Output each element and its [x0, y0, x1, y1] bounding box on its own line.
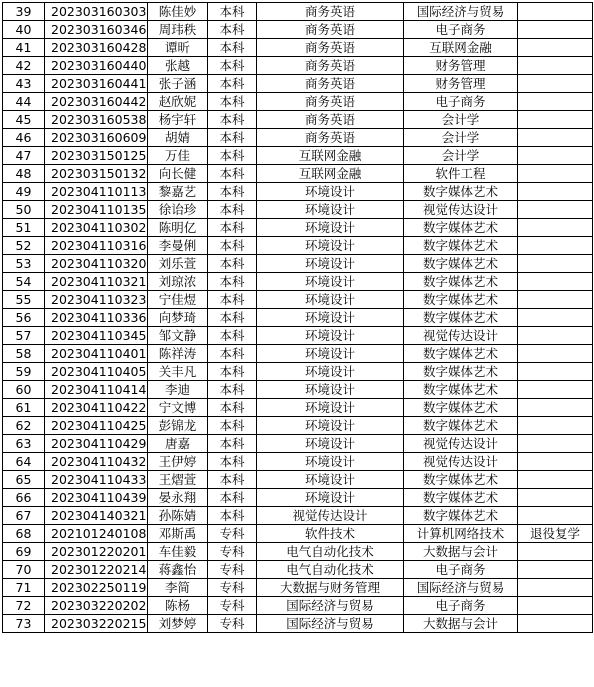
cell-index: 47	[3, 147, 45, 165]
cell-index: 39	[3, 3, 45, 21]
cell-note	[518, 129, 593, 147]
cell-student-id: 202304110321	[45, 273, 148, 291]
cell-original-major: 商务英语	[257, 21, 404, 39]
cell-student-id: 202302250119	[45, 579, 148, 597]
cell-original-major: 软件技术	[257, 525, 404, 543]
cell-note	[518, 453, 593, 471]
cell-original-major: 环境设计	[257, 345, 404, 363]
cell-name: 陈明亿	[148, 219, 208, 237]
cell-target-major: 视觉传达设计	[404, 327, 518, 345]
cell-level: 本科	[208, 507, 257, 525]
cell-original-major: 环境设计	[257, 255, 404, 273]
cell-target-major: 互联网金融	[404, 39, 518, 57]
cell-level: 本科	[208, 363, 257, 381]
cell-note	[518, 471, 593, 489]
cell-level: 专科	[208, 525, 257, 543]
cell-name: 徐诒珍	[148, 201, 208, 219]
cell-index: 70	[3, 561, 45, 579]
cell-student-id: 202303160442	[45, 93, 148, 111]
table-row	[3, 3, 593, 21]
cell-note	[518, 111, 593, 129]
cell-note	[518, 417, 593, 435]
cell-student-id: 202303160609	[45, 129, 148, 147]
cell-student-id: 202304140321	[45, 507, 148, 525]
cell-level: 本科	[208, 435, 257, 453]
cell-target-major: 数字媒体艺术	[404, 471, 518, 489]
cell-level: 本科	[208, 471, 257, 489]
cell-name: 李简	[148, 579, 208, 597]
cell-name: 邹文静	[148, 327, 208, 345]
cell-index: 43	[3, 75, 45, 93]
table-row	[3, 597, 593, 615]
cell-student-id: 202304110401	[45, 345, 148, 363]
cell-student-id: 202304110316	[45, 237, 148, 255]
cell-name: 车佳毅	[148, 543, 208, 561]
table-row	[3, 327, 593, 345]
cell-note	[518, 75, 593, 93]
cell-note	[518, 597, 593, 615]
cell-target-major: 大数据与会计	[404, 615, 518, 633]
cell-original-major: 环境设计	[257, 219, 404, 237]
cell-level: 本科	[208, 273, 257, 291]
cell-level: 本科	[208, 453, 257, 471]
cell-original-major: 环境设计	[257, 435, 404, 453]
cell-name: 蒋鑫怡	[148, 561, 208, 579]
cell-target-major: 电子商务	[404, 561, 518, 579]
cell-note	[518, 93, 593, 111]
cell-index: 63	[3, 435, 45, 453]
cell-target-major: 数字媒体艺术	[404, 381, 518, 399]
cell-level: 专科	[208, 543, 257, 561]
table-row	[3, 579, 593, 597]
cell-original-major: 电气自动化技术	[257, 561, 404, 579]
table-row	[3, 507, 593, 525]
cell-note	[518, 543, 593, 561]
cell-original-major: 环境设计	[257, 417, 404, 435]
cell-student-id: 202303150125	[45, 147, 148, 165]
cell-name: 李迪	[148, 381, 208, 399]
cell-target-major: 数字媒体艺术	[404, 489, 518, 507]
cell-level: 专科	[208, 579, 257, 597]
cell-target-major: 数字媒体艺术	[404, 417, 518, 435]
cell-original-major: 环境设计	[257, 453, 404, 471]
cell-name: 刘乐萱	[148, 255, 208, 273]
cell-target-major: 数字媒体艺术	[404, 399, 518, 417]
cell-name: 李曼俐	[148, 237, 208, 255]
cell-index: 52	[3, 237, 45, 255]
cell-target-major: 视觉传达设计	[404, 201, 518, 219]
cell-index: 56	[3, 309, 45, 327]
table-row	[3, 363, 593, 381]
cell-index: 42	[3, 57, 45, 75]
cell-index: 45	[3, 111, 45, 129]
cell-student-id: 202303160538	[45, 111, 148, 129]
cell-name: 杨宇轩	[148, 111, 208, 129]
cell-target-major: 国际经济与贸易	[404, 579, 518, 597]
cell-level: 本科	[208, 219, 257, 237]
cell-level: 本科	[208, 39, 257, 57]
cell-name: 彭锦龙	[148, 417, 208, 435]
table-row	[3, 237, 593, 255]
cell-student-id: 202303160303	[45, 3, 148, 21]
cell-target-major: 数字媒体艺术	[404, 273, 518, 291]
cell-level: 本科	[208, 111, 257, 129]
cell-target-major: 电子商务	[404, 597, 518, 615]
cell-index: 65	[3, 471, 45, 489]
table-row	[3, 489, 593, 507]
cell-index: 73	[3, 615, 45, 633]
cell-original-major: 环境设计	[257, 309, 404, 327]
cell-name: 胡婧	[148, 129, 208, 147]
table-row	[3, 417, 593, 435]
cell-target-major: 数字媒体艺术	[404, 363, 518, 381]
cell-index: 61	[3, 399, 45, 417]
cell-note	[518, 255, 593, 273]
cell-original-major: 商务英语	[257, 39, 404, 57]
cell-level: 本科	[208, 381, 257, 399]
cell-index: 58	[3, 345, 45, 363]
cell-name: 王伊婷	[148, 453, 208, 471]
cell-original-major: 商务英语	[257, 3, 404, 21]
cell-original-major: 国际经济与贸易	[257, 615, 404, 633]
cell-index: 69	[3, 543, 45, 561]
table-row	[3, 147, 593, 165]
cell-note	[518, 273, 593, 291]
cell-note	[518, 615, 593, 633]
cell-index: 49	[3, 183, 45, 201]
cell-name: 孙陈婧	[148, 507, 208, 525]
cell-level: 本科	[208, 345, 257, 363]
cell-name: 陈祥涛	[148, 345, 208, 363]
cell-index: 72	[3, 597, 45, 615]
cell-student-id: 202303220202	[45, 597, 148, 615]
cell-target-major: 数字媒体艺术	[404, 291, 518, 309]
cell-name: 张子涵	[148, 75, 208, 93]
cell-level: 专科	[208, 615, 257, 633]
cell-target-major: 国际经济与贸易	[404, 3, 518, 21]
cell-index: 66	[3, 489, 45, 507]
cell-index: 59	[3, 363, 45, 381]
cell-student-id: 202304110425	[45, 417, 148, 435]
cell-level: 本科	[208, 3, 257, 21]
cell-student-id: 202304110320	[45, 255, 148, 273]
cell-level: 本科	[208, 309, 257, 327]
cell-level: 本科	[208, 489, 257, 507]
cell-note	[518, 291, 593, 309]
cell-level: 本科	[208, 147, 257, 165]
cell-student-id: 202304110336	[45, 309, 148, 327]
table-row	[3, 93, 593, 111]
table-row	[3, 111, 593, 129]
table-row	[3, 435, 593, 453]
cell-index: 48	[3, 165, 45, 183]
table-row	[3, 309, 593, 327]
cell-target-major: 财务管理	[404, 57, 518, 75]
cell-student-id: 202304110429	[45, 435, 148, 453]
cell-original-major: 环境设计	[257, 291, 404, 309]
cell-name: 宁佳煜	[148, 291, 208, 309]
table-row	[3, 165, 593, 183]
cell-level: 本科	[208, 75, 257, 93]
cell-student-id: 202304110439	[45, 489, 148, 507]
cell-index: 55	[3, 291, 45, 309]
cell-target-major: 会计学	[404, 147, 518, 165]
cell-target-major: 数字媒体艺术	[404, 219, 518, 237]
table-row	[3, 543, 593, 561]
table-row	[3, 291, 593, 309]
cell-level: 本科	[208, 93, 257, 111]
cell-level: 本科	[208, 57, 257, 75]
cell-note	[518, 309, 593, 327]
cell-target-major: 数字媒体艺术	[404, 255, 518, 273]
table-row	[3, 129, 593, 147]
cell-student-id: 202303160440	[45, 57, 148, 75]
cell-note	[518, 39, 593, 57]
cell-index: 67	[3, 507, 45, 525]
cell-student-id: 202304110405	[45, 363, 148, 381]
cell-note	[518, 183, 593, 201]
cell-original-major: 商务英语	[257, 57, 404, 75]
cell-original-major: 商务英语	[257, 129, 404, 147]
cell-name: 万佳	[148, 147, 208, 165]
cell-name: 赵欣妮	[148, 93, 208, 111]
cell-student-id: 202303160441	[45, 75, 148, 93]
cell-name: 张越	[148, 57, 208, 75]
table-row	[3, 75, 593, 93]
cell-original-major: 环境设计	[257, 489, 404, 507]
cell-name: 向梦琦	[148, 309, 208, 327]
cell-target-major: 数字媒体艺术	[404, 345, 518, 363]
cell-note	[518, 381, 593, 399]
cell-original-major: 环境设计	[257, 273, 404, 291]
cell-level: 本科	[208, 237, 257, 255]
cell-note	[518, 561, 593, 579]
cell-level: 本科	[208, 183, 257, 201]
table-row	[3, 561, 593, 579]
cell-target-major: 计算机网络技术	[404, 525, 518, 543]
table-row	[3, 255, 593, 273]
cell-index: 68	[3, 525, 45, 543]
cell-note	[518, 363, 593, 381]
table-row	[3, 525, 593, 543]
cell-original-major: 视觉传达设计	[257, 507, 404, 525]
cell-target-major: 数字媒体艺术	[404, 309, 518, 327]
cell-level: 本科	[208, 327, 257, 345]
cell-target-major: 软件工程	[404, 165, 518, 183]
cell-target-major: 会计学	[404, 129, 518, 147]
cell-name: 刘梦婷	[148, 615, 208, 633]
cell-index: 62	[3, 417, 45, 435]
cell-note	[518, 3, 593, 21]
cell-index: 44	[3, 93, 45, 111]
cell-student-id: 202304110432	[45, 453, 148, 471]
cell-level: 本科	[208, 255, 257, 273]
cell-note	[518, 327, 593, 345]
table-row	[3, 219, 593, 237]
cell-student-id: 202304110302	[45, 219, 148, 237]
cell-note	[518, 21, 593, 39]
cell-original-major: 环境设计	[257, 327, 404, 345]
cell-note	[518, 435, 593, 453]
cell-index: 40	[3, 21, 45, 39]
table-row	[3, 21, 593, 39]
cell-name: 向长健	[148, 165, 208, 183]
cell-student-id: 202301220214	[45, 561, 148, 579]
cell-level: 本科	[208, 165, 257, 183]
cell-name: 陈佳妙	[148, 3, 208, 21]
cell-original-major: 环境设计	[257, 201, 404, 219]
cell-index: 71	[3, 579, 45, 597]
cell-name: 关丰凡	[148, 363, 208, 381]
cell-name: 唐嘉	[148, 435, 208, 453]
cell-target-major: 数字媒体艺术	[404, 183, 518, 201]
cell-student-id: 202304110345	[45, 327, 148, 345]
cell-note	[518, 489, 593, 507]
table-row	[3, 39, 593, 57]
table-row	[3, 399, 593, 417]
table-row	[3, 453, 593, 471]
cell-original-major: 环境设计	[257, 399, 404, 417]
table-row	[3, 381, 593, 399]
table-row	[3, 615, 593, 633]
cell-level: 本科	[208, 399, 257, 417]
cell-original-major: 国际经济与贸易	[257, 597, 404, 615]
cell-original-major: 互联网金融	[257, 165, 404, 183]
cell-target-major: 视觉传达设计	[404, 453, 518, 471]
cell-name: 晏永翔	[148, 489, 208, 507]
table-row	[3, 201, 593, 219]
cell-name: 王熠萱	[148, 471, 208, 489]
cell-target-major: 大数据与会计	[404, 543, 518, 561]
cell-student-id: 202101240108	[45, 525, 148, 543]
cell-original-major: 环境设计	[257, 381, 404, 399]
cell-original-major: 环境设计	[257, 363, 404, 381]
cell-original-major: 环境设计	[257, 183, 404, 201]
cell-original-major: 大数据与财务管理	[257, 579, 404, 597]
cell-name: 周玮秩	[148, 21, 208, 39]
cell-student-id: 202303150132	[45, 165, 148, 183]
cell-original-major: 商务英语	[257, 75, 404, 93]
cell-note	[518, 345, 593, 363]
table-row	[3, 273, 593, 291]
cell-target-major: 电子商务	[404, 93, 518, 111]
table-row	[3, 183, 593, 201]
cell-student-id: 202303220215	[45, 615, 148, 633]
cell-note	[518, 57, 593, 75]
cell-name: 黎嘉艺	[148, 183, 208, 201]
cell-index: 57	[3, 327, 45, 345]
cell-target-major: 电子商务	[404, 21, 518, 39]
cell-student-id: 202304110422	[45, 399, 148, 417]
cell-student-id: 202303160428	[45, 39, 148, 57]
cell-original-major: 商务英语	[257, 111, 404, 129]
cell-student-id: 202304110323	[45, 291, 148, 309]
table-row	[3, 471, 593, 489]
cell-target-major: 视觉传达设计	[404, 435, 518, 453]
cell-name: 刘琼浓	[148, 273, 208, 291]
table-row	[3, 57, 593, 75]
cell-level: 专科	[208, 561, 257, 579]
cell-original-major: 电气自动化技术	[257, 543, 404, 561]
cell-name: 宁文博	[148, 399, 208, 417]
cell-target-major: 财务管理	[404, 75, 518, 93]
cell-target-major: 会计学	[404, 111, 518, 129]
cell-note	[518, 579, 593, 597]
cell-name: 谭昕	[148, 39, 208, 57]
table-body	[3, 3, 593, 633]
cell-index: 46	[3, 129, 45, 147]
cell-original-major: 环境设计	[257, 471, 404, 489]
cell-target-major: 数字媒体艺术	[404, 507, 518, 525]
cell-original-major: 互联网金融	[257, 147, 404, 165]
cell-note	[518, 399, 593, 417]
cell-name: 邓斯禹	[148, 525, 208, 543]
cell-note	[518, 165, 593, 183]
cell-level: 本科	[208, 291, 257, 309]
cell-name: 陈杨	[148, 597, 208, 615]
cell-index: 53	[3, 255, 45, 273]
cell-note: 退役复学	[518, 525, 593, 543]
cell-index: 54	[3, 273, 45, 291]
cell-note	[518, 237, 593, 255]
table-row	[3, 345, 593, 363]
cell-index: 64	[3, 453, 45, 471]
cell-level: 本科	[208, 21, 257, 39]
cell-level: 本科	[208, 201, 257, 219]
cell-note	[518, 507, 593, 525]
cell-student-id: 202304110113	[45, 183, 148, 201]
cell-level: 本科	[208, 129, 257, 147]
cell-original-major: 环境设计	[257, 237, 404, 255]
cell-level: 专科	[208, 597, 257, 615]
cell-level: 本科	[208, 417, 257, 435]
cell-target-major: 数字媒体艺术	[404, 237, 518, 255]
cell-note	[518, 219, 593, 237]
cell-student-id: 202303160346	[45, 21, 148, 39]
cell-index: 51	[3, 219, 45, 237]
cell-note	[518, 147, 593, 165]
cell-index: 50	[3, 201, 45, 219]
cell-student-id: 202304110433	[45, 471, 148, 489]
cell-student-id: 202304110414	[45, 381, 148, 399]
cell-student-id: 202301220201	[45, 543, 148, 561]
cell-note	[518, 201, 593, 219]
cell-index: 60	[3, 381, 45, 399]
student-transfer-table	[2, 2, 593, 633]
cell-index: 41	[3, 39, 45, 57]
cell-student-id: 202304110135	[45, 201, 148, 219]
cell-original-major: 商务英语	[257, 93, 404, 111]
